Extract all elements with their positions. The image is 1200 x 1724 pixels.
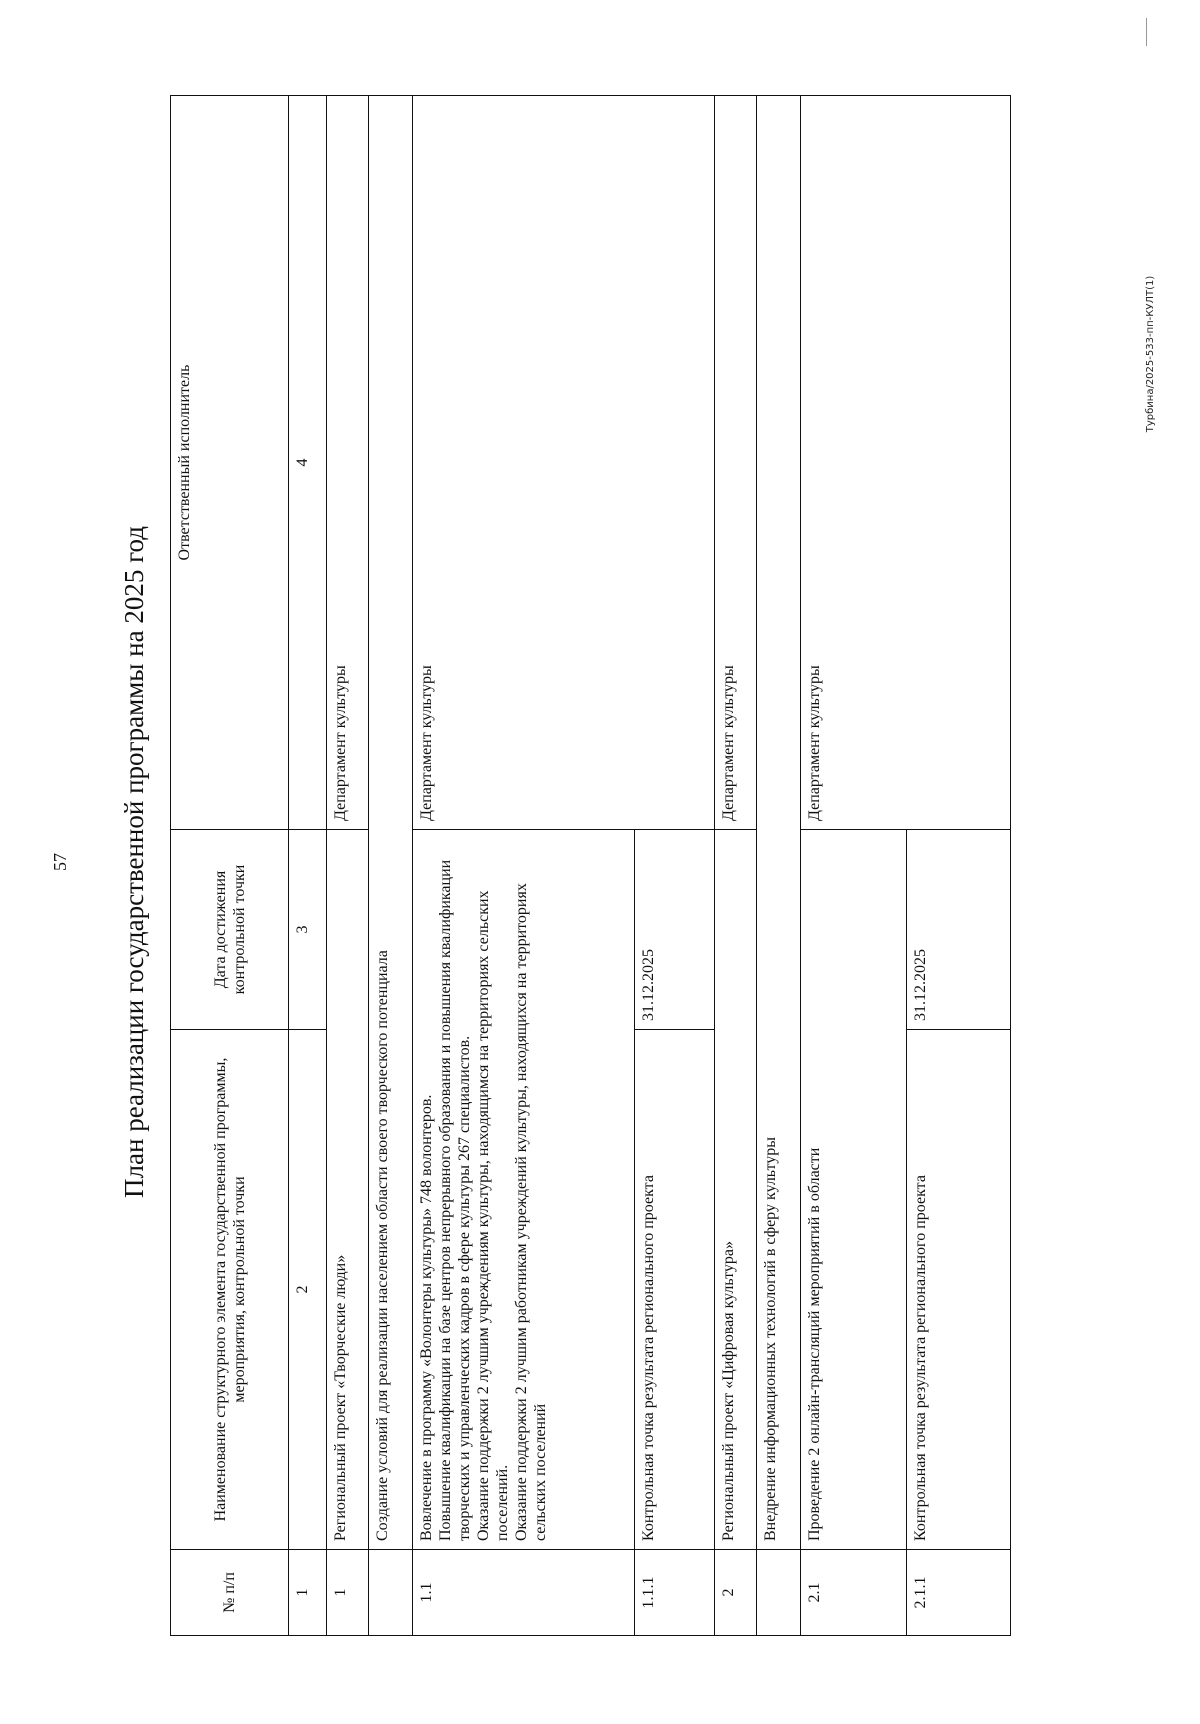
row-name: Контрольная точка результата регионального проекта: [907, 1030, 1011, 1550]
column-number: 2: [289, 1030, 327, 1550]
row-executor: Департамент культуры: [801, 96, 1011, 830]
column-number: 4: [289, 96, 327, 830]
row-name: Региональный проект «Цифровая культура»: [715, 830, 757, 1550]
table-row: [413, 96, 635, 1636]
row-number: 1.1: [413, 1550, 635, 1636]
column-number: 3: [289, 830, 327, 1030]
row-name: Проведение 2 онлайн-трансляций мероприятий в области: [801, 830, 907, 1550]
row-executor: Департамент культуры: [715, 96, 757, 830]
header-number: № п/п: [171, 1550, 289, 1636]
column-number: 1: [289, 1550, 327, 1636]
table-row: [327, 96, 369, 1636]
header-executor: Ответственный исполнитель: [171, 96, 289, 830]
page-number: 57: [50, 853, 70, 871]
row-number: 2.1.1: [907, 1550, 1011, 1636]
row-number: [757, 1550, 801, 1636]
plan-table-container: [170, 96, 1010, 1636]
scan-edge-mark: [1146, 18, 1147, 46]
task-row: [757, 96, 801, 1636]
table-row: [715, 96, 757, 1636]
task-text: Внедрение информационных технологий в сферу культуры: [757, 96, 801, 1550]
row-number: [369, 1550, 413, 1636]
row-number: 2: [715, 1550, 757, 1636]
row-number: 2.1: [801, 1550, 907, 1636]
row-number: 1.1.1: [635, 1550, 715, 1636]
header-element-name: Наименование структурного элемента государственной программы, мероприятия, контрольной точки: [171, 1030, 289, 1550]
row-number: 1: [327, 1550, 369, 1636]
document-title: План реализации государственной программы на 2025 год: [119, 526, 149, 1198]
row-date: 31.12.2025: [635, 830, 715, 1030]
row-name: Вовлечение в программу «Волонтеры культуры» 748 волонтеров. Повышение квалификации на базе центров непрерывного образования и повышения квалификации творческих и управленческих кадров в сфере культуры 267 специалистов. Оказание поддержки 2 лучшим учреждениям культуры, находящимся на территориях сельских поселений. Оказание поддержки 2 лучшим работникам учреждений культуры, находящихся на территориях сельских поселений: [413, 830, 635, 1550]
column-number-row: [289, 96, 327, 1636]
row-name: Региональный проект «Творческие люди»: [327, 830, 369, 1550]
row-executor: Департамент культуры: [413, 96, 715, 830]
task-text: Создание условий для реализации населением области своего творческого потенциала: [369, 96, 413, 1550]
plan-table: [170, 95, 1011, 1636]
document-reference: Турбина/2025-533-пп-КУЛТ(1): [1145, 275, 1156, 433]
table-row: [801, 96, 907, 1636]
row-name: Контрольная точка результата регионального проекта: [635, 1030, 715, 1550]
row-executor: Департамент культуры: [327, 96, 369, 830]
header-date: Дата достижения контрольной точки: [171, 830, 289, 1030]
row-date: 31.12.2025: [907, 830, 1011, 1030]
table-header-row: [171, 96, 289, 1636]
task-row: [369, 96, 413, 1636]
